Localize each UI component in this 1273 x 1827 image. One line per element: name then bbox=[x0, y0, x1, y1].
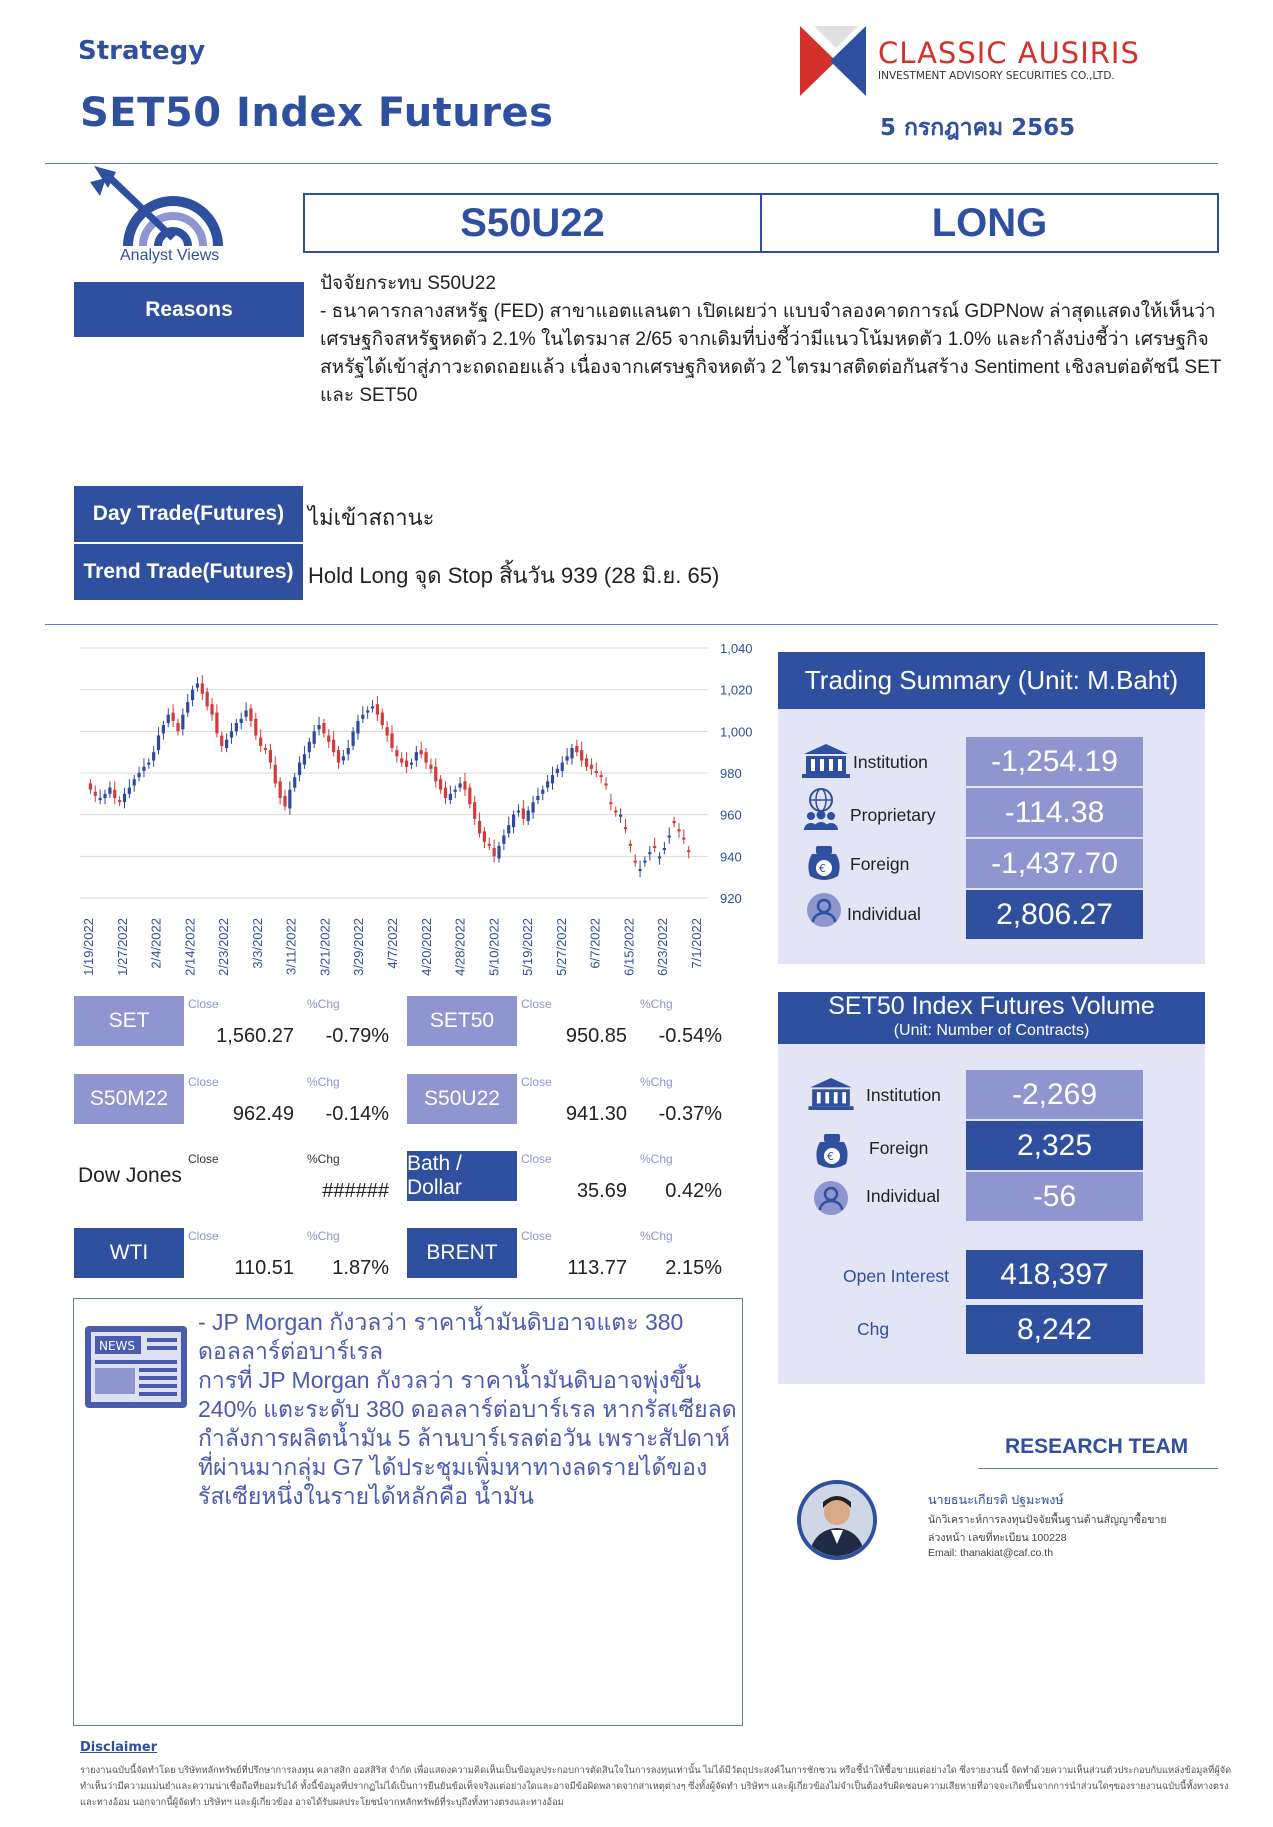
candle-body bbox=[108, 788, 111, 794]
candle-body bbox=[663, 848, 666, 850]
x-tick-label: 6/15/2022 bbox=[621, 918, 637, 976]
x-tick-label: 2/14/2022 bbox=[182, 918, 198, 976]
set50-candlestick-chart bbox=[70, 636, 770, 996]
futures-volume-subtitle: (Unit: Number of Contracts) bbox=[893, 1022, 1090, 1039]
close-column-label: Close bbox=[188, 1229, 219, 1243]
reasons-heading: ปัจจัยกระทบ S50U22 bbox=[320, 273, 496, 294]
candle-body bbox=[619, 815, 622, 817]
change-column-label: %Chg bbox=[307, 1075, 340, 1089]
change-column-label: %Chg bbox=[640, 1075, 673, 1089]
candle-body bbox=[609, 802, 612, 804]
candle-body bbox=[468, 788, 471, 805]
research-team-title: RESEARCH TEAM bbox=[1005, 1435, 1189, 1458]
x-tick-label: 5/27/2022 bbox=[553, 918, 569, 976]
disclaimer-title: Disclaimer bbox=[80, 1740, 158, 1755]
candle-body bbox=[682, 838, 685, 840]
candle-body bbox=[337, 750, 340, 763]
disclaimer-text: รายงานฉบับนี้จัดทำโดย บริษัทหลักทรัพย์ที่ปรึกษาการลงทุน คลาสสิก ออสสิริส จำกัด เพื่อแสดงความคิดเห็นเป็นข้อมูลประกอบการตัดสินใจในการลงทุนเท่านั้น ไม่ได้มีวัตถุประสงค์ในการชักชวน หรือชี้นำให้ซื้อขายแต่อย่างใด ซึ่งรายงานนี้ จัดทำด้วยความเห็นส่วนตัวประกอบกับแหล่งข้อมูลที่ผู้จัดทำเห็นว่ามีความแม่นยำและความน่าเชื่อถือที่ยอมรับได้ ทั้งนี้ข้อมูลที่ปรากฏไม่ได้เป็นการยืนยันข้อเท็จจริงแต่อย่างใดและอาจมีข้อผิดพลาดจากสาเหตุต่างๆ ซึ่งทั้งผู้จัดทำ บริษัทฯ และผู้เกี่ยวข้องไม่จำเป็นต้องรับผิดชอบความเสียหายที่อาจจะเกิดขึ้นจากการนำส่วนใดๆของรายงานฉบับนี้ทั้งทางตรงและทางอ้อม นอกจากนี้ผู้จัดทำ บริษัทฯ และผู้เกี่ยวข้อง อาจได้รับผลประโยชน์จากหลักทรัพย์ที่ระบุถึงทั้งทางตรงและทางอ้อม bbox=[80, 1765, 1232, 1807]
research-team-divider bbox=[978, 1468, 1218, 1469]
y-tick-label: 1,020 bbox=[720, 682, 753, 698]
candle-body bbox=[279, 781, 282, 798]
candle-body bbox=[395, 750, 398, 756]
close-value: 35.69 bbox=[576, 1180, 627, 1202]
candle-body bbox=[137, 773, 140, 777]
page-title: SET50 Index Futures bbox=[80, 90, 554, 136]
candle-body bbox=[191, 690, 194, 700]
proprietary-globe-people-icon bbox=[802, 788, 840, 830]
open-interest-label: Open Interest bbox=[843, 1266, 950, 1286]
candle-body bbox=[259, 738, 262, 746]
close-column-label: Close bbox=[521, 1229, 552, 1243]
candle-body bbox=[429, 765, 432, 769]
ts-value-individual: 2,806.27 bbox=[966, 890, 1143, 939]
individual-person-icon bbox=[806, 892, 842, 928]
change-column-label: %Chg bbox=[640, 1229, 673, 1243]
candle-body bbox=[113, 790, 116, 798]
candle-body bbox=[483, 831, 486, 841]
y-tick-label: 960 bbox=[720, 807, 742, 823]
candle-body bbox=[600, 775, 603, 777]
candle-body bbox=[254, 719, 257, 736]
candle-body bbox=[230, 731, 233, 737]
x-tick-label: 2/4/2022 bbox=[148, 918, 164, 969]
close-value: 113.77 bbox=[567, 1257, 627, 1279]
individual-person-icon bbox=[813, 1180, 849, 1216]
candle-body bbox=[293, 777, 296, 787]
change-value: 1.87% bbox=[332, 1257, 389, 1279]
x-tick-label: 3/29/2022 bbox=[351, 918, 367, 976]
market-name: Bath / Dollar bbox=[407, 1151, 517, 1201]
candle-body bbox=[522, 808, 525, 818]
candle-body bbox=[400, 758, 403, 762]
candle-body bbox=[366, 711, 369, 713]
candle-body bbox=[527, 811, 530, 821]
change-value: -0.79% bbox=[325, 1025, 389, 1047]
change-value: -0.54% bbox=[658, 1025, 722, 1047]
candle-body bbox=[172, 713, 175, 721]
company-logo-mark bbox=[800, 26, 866, 96]
candle-body bbox=[580, 750, 583, 760]
x-tick-label: 4/7/2022 bbox=[385, 918, 400, 969]
candle-body bbox=[668, 836, 671, 838]
candle-body bbox=[327, 736, 330, 742]
news-icon-text: NEWS bbox=[99, 1339, 136, 1353]
close-column-label: Close bbox=[521, 1075, 552, 1089]
company-name: CLASSIC AUSIRIS bbox=[878, 36, 1140, 70]
candle-body bbox=[89, 783, 92, 789]
trend-trade-value: Hold Long จุด Stop สิ้นวัน 939 (28 มิ.ย. 65) bbox=[308, 563, 720, 588]
candle-body bbox=[361, 715, 364, 719]
candle-body bbox=[99, 798, 102, 800]
candle-body bbox=[658, 856, 661, 858]
market-name: S50U22 bbox=[407, 1074, 517, 1124]
analyst-role: นักวิเคราะห์การลงทุนปัจจัยพื้นฐานด้านสัญญาซื้อขาย bbox=[928, 1514, 1167, 1526]
candle-body bbox=[473, 802, 476, 819]
fv-label-foreign: Foreign bbox=[869, 1138, 929, 1158]
candle-body bbox=[561, 763, 564, 771]
change-value: -0.37% bbox=[658, 1103, 722, 1125]
candle-body bbox=[274, 765, 277, 784]
day-trade-label: Day Trade(Futures) bbox=[74, 486, 303, 542]
candle-body bbox=[157, 736, 160, 751]
candle-body bbox=[478, 821, 481, 834]
candle-body bbox=[444, 788, 447, 798]
candle-body bbox=[162, 725, 165, 733]
institution-building-icon bbox=[808, 1078, 854, 1110]
candle-body bbox=[176, 723, 179, 731]
candle-body bbox=[687, 850, 690, 852]
candle-body bbox=[507, 825, 510, 833]
candle-body bbox=[240, 719, 243, 723]
fv-value-institution: -2,269 bbox=[966, 1070, 1143, 1119]
candle-body bbox=[356, 721, 359, 734]
candle-body bbox=[342, 756, 345, 760]
candle-body bbox=[381, 713, 384, 726]
oi-change-label: Chg bbox=[857, 1319, 890, 1339]
candle-body bbox=[458, 783, 461, 787]
change-column-label: %Chg bbox=[640, 997, 673, 1011]
candle-body bbox=[638, 869, 641, 871]
candle-body bbox=[556, 769, 559, 773]
close-value: 941.30 bbox=[565, 1103, 627, 1125]
change-value: ###### bbox=[322, 1180, 389, 1202]
fv-value-individual: -56 bbox=[966, 1172, 1143, 1221]
candle-body bbox=[249, 708, 252, 721]
institution-building-icon bbox=[802, 744, 850, 778]
futures-volume-title: SET50 Index Futures Volume bbox=[828, 992, 1155, 1020]
candle-body bbox=[488, 844, 491, 846]
candle-body bbox=[186, 702, 189, 712]
y-tick-label: 980 bbox=[720, 766, 742, 781]
candle-body bbox=[303, 754, 306, 764]
fv-label-individual: Individual bbox=[866, 1186, 940, 1206]
candle-body bbox=[497, 846, 500, 859]
open-interest-value: 418,397 bbox=[966, 1250, 1143, 1299]
candle-body bbox=[244, 711, 247, 717]
reasons-label: Reasons bbox=[74, 282, 304, 337]
candle-body bbox=[386, 727, 389, 735]
y-tick-label: 1,040 bbox=[720, 641, 753, 656]
candle-body bbox=[653, 846, 656, 848]
candle-body bbox=[225, 740, 228, 748]
candle-body bbox=[434, 767, 437, 782]
candle-body bbox=[133, 779, 136, 785]
close-column-label: Close bbox=[188, 1152, 219, 1166]
fv-value-foreign: 2,325 bbox=[966, 1121, 1143, 1170]
candle-body bbox=[415, 752, 418, 760]
section-divider bbox=[45, 624, 1218, 625]
close-column-label: Close bbox=[521, 1152, 552, 1166]
newspaper-icon bbox=[85, 1326, 187, 1408]
close-value: 1,560.27 bbox=[216, 1025, 294, 1047]
market-name: SET bbox=[74, 996, 184, 1046]
candle-body bbox=[673, 821, 676, 823]
candle-body bbox=[298, 763, 301, 776]
change-column-label: %Chg bbox=[307, 1229, 340, 1243]
candle-body bbox=[332, 740, 335, 753]
candle-body bbox=[269, 750, 272, 763]
candle-body bbox=[541, 790, 544, 794]
x-tick-label: 5/10/2022 bbox=[486, 918, 502, 976]
close-column-label: Close bbox=[188, 997, 219, 1011]
candle-body bbox=[167, 715, 170, 723]
candle-body bbox=[531, 802, 534, 812]
x-tick-label: 4/28/2022 bbox=[452, 918, 468, 976]
candle-body bbox=[235, 723, 238, 731]
candle-body bbox=[512, 815, 515, 828]
candle-body bbox=[376, 704, 379, 714]
candle-body bbox=[614, 811, 617, 813]
candle-body bbox=[624, 827, 627, 829]
candle-body bbox=[634, 861, 637, 863]
candle-body bbox=[410, 763, 413, 765]
svg-text:€: € bbox=[827, 1150, 834, 1163]
market-name: S50M22 bbox=[74, 1074, 184, 1124]
candle-body bbox=[201, 683, 204, 693]
position-box bbox=[303, 193, 1219, 253]
ts-label-individual: Individual bbox=[847, 904, 921, 924]
oi-change-value: 8,242 bbox=[966, 1305, 1143, 1354]
x-tick-label: 3/3/2022 bbox=[249, 918, 265, 969]
x-tick-label: 1/27/2022 bbox=[114, 918, 130, 976]
analyst-name: นายธนะเกียรติ ปฐมะพงษ์ bbox=[928, 1493, 1064, 1507]
x-tick-label: 5/19/2022 bbox=[520, 918, 536, 976]
candle-body bbox=[390, 733, 393, 748]
candle-body bbox=[585, 758, 588, 766]
y-tick-label: 940 bbox=[720, 849, 742, 865]
svg-text:€: € bbox=[819, 862, 826, 875]
market-name: BRENT bbox=[407, 1228, 517, 1278]
x-tick-label: 6/23/2022 bbox=[655, 918, 671, 976]
candle-body bbox=[629, 844, 632, 846]
contract-symbol: S50U22 bbox=[305, 195, 762, 251]
candle-body bbox=[142, 767, 145, 771]
candle-body bbox=[288, 790, 291, 809]
change-value: 0.42% bbox=[665, 1180, 722, 1202]
company-subtitle: INVESTMENT ADVISORY SECURITIES CO.,LTD. bbox=[878, 70, 1115, 82]
analyst-email: Email: thanakiat@caf.co.th bbox=[928, 1547, 1054, 1559]
candle-body bbox=[128, 788, 131, 794]
candle-body bbox=[517, 811, 520, 813]
change-column-label: %Chg bbox=[640, 1152, 673, 1166]
candle-body bbox=[371, 706, 374, 708]
trend-trade-label: Trend Trade(Futures) bbox=[74, 544, 303, 600]
candle-body bbox=[405, 761, 408, 767]
candle-body bbox=[181, 715, 184, 730]
close-value: 962.49 bbox=[232, 1103, 294, 1125]
news-content bbox=[198, 1308, 738, 1511]
change-value: 2.15% bbox=[665, 1257, 722, 1279]
change-column-label: %Chg bbox=[307, 1152, 340, 1166]
candle-body bbox=[566, 756, 569, 760]
analyst-avatar bbox=[797, 1480, 877, 1560]
ts-label-institution: Institution bbox=[853, 752, 928, 772]
candle-body bbox=[94, 792, 97, 796]
news-headline: - JP Morgan กังวลว่า ราคาน้ำมันดิบอาจแตะ 380 ดอลลาร์ต่อบาร์เรล bbox=[198, 1309, 684, 1364]
y-tick-label: 920 bbox=[720, 891, 742, 906]
candle-body bbox=[570, 748, 573, 758]
close-column-label: Close bbox=[521, 997, 552, 1011]
candle-body bbox=[196, 683, 199, 687]
futures-volume-header bbox=[778, 992, 1205, 1044]
reasons-body: - ธนาคารกลางสหรัฐ (FED) สาขาแอตแลนตา เปิดเผยว่า แบบจำลองคาดการณ์ GDPNow ล่าสุดแสดงให้เห็นว่า เศรษฐกิจสหรัฐหดตัว 2.1% ในไตรมาส 2/65 จากเดิมที่บ่งชี้ว่ามีแนวโน้มหดตัว 1.0% และกำลังบ่งชี้ว่า เศรษฐกิจสหรัฐได้เข้าสู่ภาวะถดถอยแล้ว เนื่องจากเศรษฐกิจหดตัว 2 ไตรมาสติดต่อกันสร้าง Sentiment เชิงลบต่อดัชนี SET และ SET50 bbox=[320, 301, 1222, 406]
candle-body bbox=[643, 861, 646, 863]
x-tick-label: 4/20/2022 bbox=[418, 918, 434, 976]
ts-value-institution: -1,254.19 bbox=[966, 737, 1143, 786]
candle-body bbox=[502, 836, 505, 844]
candle-body bbox=[264, 748, 267, 750]
day-trade-value: ไม่เข้าสถานะ bbox=[308, 505, 435, 530]
fv-label-institution: Institution bbox=[866, 1085, 941, 1105]
ts-label-foreign: Foreign bbox=[850, 854, 910, 874]
candle-body bbox=[347, 748, 350, 754]
candle-body bbox=[546, 781, 549, 787]
ts-value-foreign: -1,437.70 bbox=[966, 839, 1143, 888]
header-divider bbox=[45, 163, 1218, 164]
position-direction: LONG bbox=[931, 200, 1048, 245]
x-tick-label: 1/19/2022 bbox=[81, 918, 96, 976]
candle-body bbox=[283, 796, 286, 806]
change-value: -0.14% bbox=[325, 1103, 389, 1125]
candle-body bbox=[648, 852, 651, 854]
candle-body bbox=[424, 752, 427, 762]
foreign-money-bag-icon bbox=[804, 840, 844, 884]
candle-body bbox=[463, 781, 466, 789]
x-tick-label: 3/21/2022 bbox=[317, 918, 333, 976]
change-column-label: %Chg bbox=[307, 997, 340, 1011]
x-tick-label: 2/23/2022 bbox=[216, 918, 232, 976]
candle-body bbox=[595, 771, 598, 773]
y-tick-label: 1,000 bbox=[720, 724, 753, 740]
candle-body bbox=[317, 725, 320, 729]
candle-body bbox=[206, 692, 209, 707]
close-column-label: Close bbox=[188, 1075, 219, 1089]
candle-body bbox=[454, 790, 457, 792]
candle-body bbox=[118, 800, 121, 802]
candle-body bbox=[220, 736, 223, 746]
ts-label-proprietary: Proprietary bbox=[850, 805, 936, 825]
candle-body bbox=[313, 731, 316, 744]
close-value: 110.51 bbox=[234, 1257, 294, 1279]
market-name: Dow Jones bbox=[78, 1164, 182, 1187]
analyst-views-label: Analyst Views bbox=[120, 247, 220, 264]
candle-body bbox=[152, 752, 155, 760]
candle-body bbox=[551, 775, 554, 783]
candle-body bbox=[677, 829, 680, 831]
candle-body bbox=[351, 731, 354, 746]
ts-value-proprietary: -114.38 bbox=[966, 788, 1143, 837]
market-name: SET50 bbox=[407, 996, 517, 1046]
candle-body bbox=[103, 794, 106, 798]
report-date: 5 กรกฎาคม 2565 bbox=[880, 115, 1076, 141]
reasons-text bbox=[320, 270, 1250, 410]
x-tick-label: 7/1/2022 bbox=[689, 918, 704, 969]
market-name: WTI bbox=[74, 1228, 184, 1278]
candle-body bbox=[449, 794, 452, 800]
candle-body bbox=[308, 742, 311, 752]
analyst-license: ล่วงหน้า เลขที่ทะเบียน 100228 bbox=[928, 1532, 1067, 1544]
candle-body bbox=[604, 783, 607, 785]
candle-body bbox=[575, 746, 578, 752]
section-label: Strategy bbox=[78, 36, 206, 66]
trading-summary-title: Trading Summary (Unit: M.Baht) bbox=[778, 652, 1205, 709]
candle-body bbox=[215, 713, 218, 734]
close-value: 950.85 bbox=[565, 1025, 627, 1047]
candle-body bbox=[322, 723, 325, 733]
candle-body bbox=[147, 763, 150, 765]
x-tick-label: 3/11/2022 bbox=[283, 918, 299, 975]
news-body: การที่ JP Morgan กังวลว่า ราคาน้ำมันดิบอาจพุ่งขึ้น 240% แตะระดับ 380 ดอลลาร์ต่อบาร์เรล หากรัสเซียลดกำลังการผลิตน้ำมัน 5 ล้านบาร์เรลต่อวัน เพราะสัปดาห์ที่ผ่านมากลุ่ม G7 ได้ประชุมเพิ่มหาทางลดรายได้ของรัสเซียหนึ่งในรายได้หลักคือ น้ำมัน bbox=[198, 1367, 737, 1509]
candle-body bbox=[210, 704, 213, 714]
candle-body bbox=[439, 779, 442, 789]
candle-body bbox=[123, 794, 126, 802]
x-tick-label: 6/7/2022 bbox=[587, 918, 603, 969]
candle-body bbox=[536, 796, 539, 800]
foreign-money-bag-icon bbox=[812, 1128, 852, 1172]
candle-body bbox=[590, 765, 593, 769]
candle-body bbox=[493, 848, 496, 856]
candle-body bbox=[420, 750, 423, 754]
